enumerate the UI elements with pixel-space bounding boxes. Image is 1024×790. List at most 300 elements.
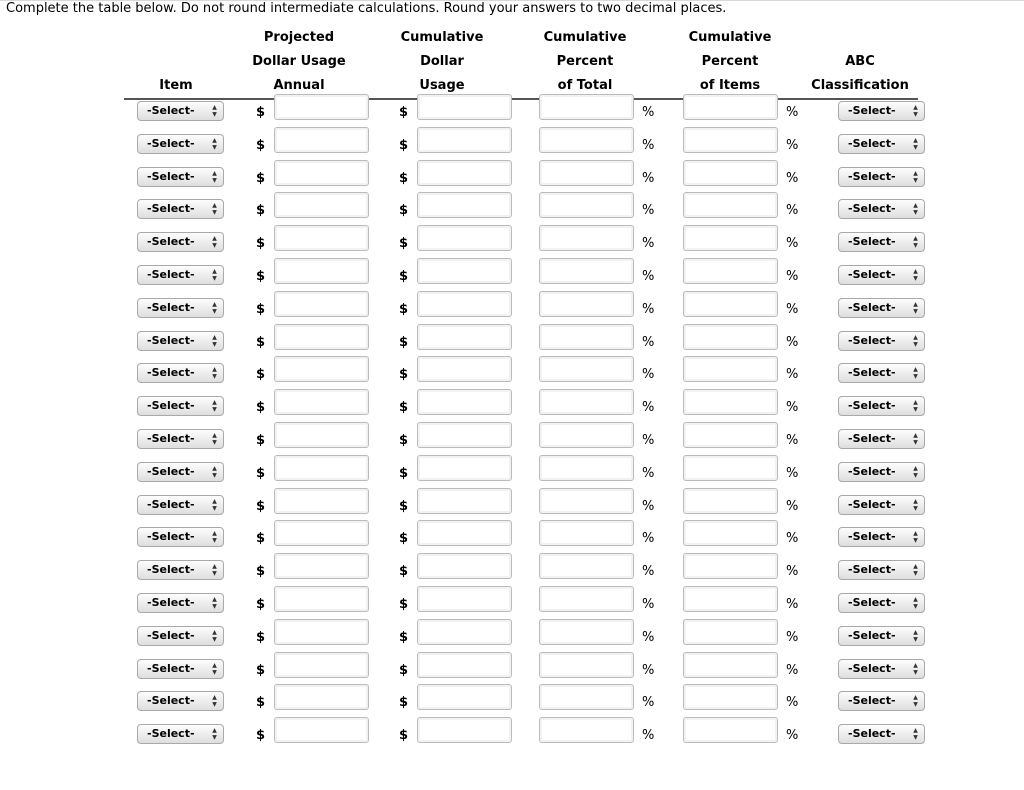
updown-arrows-icon: ▲ ▼ — [913, 202, 918, 217]
table-row — [0, 429, 1024, 462]
header-line: of Total — [557, 78, 613, 93]
cumulative-percent-items-input[interactable] — [683, 455, 778, 481]
dollar-sign: $ — [399, 269, 409, 284]
cumulative-percent-total-input[interactable] — [539, 291, 634, 317]
item-select[interactable] — [137, 527, 224, 547]
updown-arrows-icon: ▲ ▼ — [913, 563, 918, 578]
dollar-sign: $ — [256, 203, 266, 219]
select-label: -Select- — [848, 399, 896, 413]
select-label: -Select- — [147, 169, 195, 183]
cumulative-percent-items-input[interactable] — [683, 586, 778, 612]
dollar-sign: $ — [256, 137, 266, 153]
item-select[interactable] — [137, 199, 224, 219]
table-row — [0, 593, 1024, 626]
cumulative-percent-items-input[interactable] — [683, 324, 778, 350]
table-row — [0, 462, 1024, 495]
header-line: Annual — [273, 78, 325, 93]
updown-arrows-icon: ▲ ▼ — [913, 464, 918, 479]
select-label: -Select- — [848, 563, 896, 577]
select-label: -Select- — [848, 661, 896, 675]
updown-arrows-icon: ▲ ▼ — [913, 727, 918, 742]
dollar-sign: $ — [399, 301, 409, 317]
projected-dollar-usage-input[interactable] — [274, 324, 369, 350]
table-row — [0, 101, 1024, 134]
dollar-sign: $ — [256, 498, 266, 514]
select-label: -Select- — [147, 661, 195, 675]
cumulative-percent-total-input[interactable] — [539, 192, 634, 218]
cumulative-percent-total-input[interactable] — [539, 455, 634, 481]
percent-sign: % — [642, 367, 655, 383]
dollar-sign: $ — [399, 433, 409, 448]
table-row — [0, 134, 1024, 167]
item-select[interactable] — [137, 691, 224, 711]
projected-dollar-usage-input[interactable] — [274, 160, 369, 186]
table-row — [0, 724, 1024, 757]
dollar-sign: $ — [256, 236, 266, 252]
table-row — [0, 560, 1024, 593]
updown-arrows-icon: ▲ ▼ — [913, 399, 918, 414]
dollar-sign: $ — [399, 597, 409, 612]
percent-sign: % — [786, 465, 799, 481]
projected-dollar-usage-input[interactable] — [274, 192, 369, 218]
select-label: -Select- — [147, 136, 195, 150]
projected-dollar-usage-input[interactable] — [274, 258, 369, 284]
percent-sign: % — [786, 531, 799, 547]
instructions-text: Complete the table below. Do not round intermediate calculations. Round your answers to two decimal places. — [6, 1, 727, 16]
cumulative-percent-items-input[interactable] — [683, 356, 778, 382]
percent-sign: % — [786, 564, 799, 580]
abc-classification-select[interactable] — [838, 462, 925, 482]
dollar-sign: $ — [256, 170, 266, 186]
dollar-sign: $ — [256, 334, 266, 350]
header-line: Usage — [419, 78, 465, 93]
updown-arrows-icon: ▲ ▼ — [212, 628, 217, 643]
item-select[interactable] — [137, 495, 224, 515]
cumulative-percent-items-input[interactable] — [683, 160, 778, 186]
item-select[interactable] — [137, 626, 224, 646]
updown-arrows-icon: ▲ ▼ — [212, 235, 217, 250]
header-line: Percent — [556, 54, 614, 69]
percent-sign: % — [642, 498, 655, 514]
select-label: -Select- — [848, 235, 896, 249]
updown-arrows-icon: ▲ ▼ — [212, 333, 217, 348]
item-select[interactable] — [137, 265, 224, 285]
cumulative-dollar-usage-input[interactable] — [417, 652, 512, 678]
cumulative-percent-items-input[interactable] — [683, 225, 778, 251]
projected-dollar-usage-input[interactable] — [274, 652, 369, 678]
header-line: Percent — [701, 54, 759, 69]
select-label: -Select- — [848, 596, 896, 609]
cumulative-percent-total-input[interactable] — [539, 553, 634, 579]
percent-sign: % — [642, 334, 655, 350]
header-cumulative-dollar-usage — [382, 26, 502, 98]
percent-sign: % — [642, 170, 655, 186]
cumulative-percent-total-input[interactable] — [539, 356, 634, 382]
cumulative-percent-items-input[interactable] — [683, 652, 778, 678]
dollar-sign: $ — [256, 367, 266, 383]
cumulative-percent-total-input[interactable] — [539, 324, 634, 350]
updown-arrows-icon: ▲ ▼ — [212, 399, 217, 414]
select-label: -Select- — [848, 530, 896, 544]
dollar-sign: $ — [399, 203, 409, 219]
item-select[interactable] — [137, 298, 224, 318]
select-label: -Select- — [848, 366, 896, 380]
updown-arrows-icon: ▲ ▼ — [212, 300, 217, 315]
item-select[interactable] — [137, 429, 224, 449]
projected-dollar-usage-input[interactable] — [274, 488, 369, 514]
table-row — [0, 495, 1024, 528]
select-label: -Select- — [147, 497, 195, 511]
cumulative-dollar-usage-input[interactable] — [417, 127, 512, 153]
table-row — [0, 167, 1024, 200]
percent-sign: % — [786, 662, 799, 678]
cumulative-dollar-usage-input[interactable] — [417, 455, 512, 481]
cumulative-dollar-usage-input[interactable] — [417, 291, 512, 317]
updown-arrows-icon: ▲ ▼ — [212, 136, 217, 151]
updown-arrows-icon: ▲ ▼ — [212, 661, 217, 676]
percent-sign: % — [786, 301, 799, 317]
updown-arrows-icon: ▲ ▼ — [913, 333, 918, 348]
percent-sign: % — [786, 400, 799, 416]
select-label: -Select- — [147, 104, 195, 117]
projected-dollar-usage-input[interactable] — [274, 291, 369, 317]
dollar-sign: $ — [256, 597, 266, 612]
updown-arrows-icon: ▲ ▼ — [913, 628, 918, 643]
percent-sign: % — [642, 695, 655, 711]
updown-arrows-icon: ▲ ▼ — [913, 497, 918, 512]
header-line: Projected — [263, 30, 335, 45]
projected-dollar-usage-input[interactable] — [274, 356, 369, 382]
cumulative-dollar-usage-input[interactable] — [417, 488, 512, 514]
item-select[interactable] — [137, 593, 224, 613]
dollar-sign: $ — [399, 137, 409, 153]
percent-sign: % — [642, 465, 655, 481]
select-label: -Select- — [147, 596, 195, 609]
updown-arrows-icon: ▲ ▼ — [212, 268, 217, 282]
cumulative-dollar-usage-input[interactable] — [417, 324, 512, 350]
header-line: of Items — [699, 78, 761, 93]
dollar-sign: $ — [256, 400, 266, 416]
percent-sign: % — [786, 728, 799, 744]
updown-arrows-icon: ▲ ▼ — [212, 464, 217, 479]
cumulative-percent-items-input[interactable] — [683, 520, 778, 546]
header-line: Dollar — [420, 54, 464, 69]
table-row — [0, 199, 1024, 232]
header-line: Classification — [811, 78, 909, 93]
select-label: -Select- — [147, 727, 195, 741]
cumulative-percent-total-input[interactable] — [539, 717, 634, 743]
abc-classification-select[interactable] — [838, 331, 925, 351]
cumulative-percent-total-input[interactable] — [539, 684, 634, 710]
select-label: -Select- — [147, 268, 195, 281]
updown-arrows-icon: ▲ ▼ — [913, 104, 918, 118]
updown-arrows-icon: ▲ ▼ — [212, 202, 217, 217]
cumulative-dollar-usage-input[interactable] — [417, 717, 512, 743]
select-label: -Select- — [848, 202, 896, 216]
projected-dollar-usage-input[interactable] — [274, 455, 369, 481]
updown-arrows-icon: ▲ ▼ — [913, 432, 918, 446]
percent-sign: % — [642, 137, 655, 153]
item-select[interactable] — [137, 331, 224, 351]
cumulative-percent-total-input[interactable] — [539, 520, 634, 546]
cumulative-percent-total-input[interactable] — [539, 389, 634, 415]
abc-classification-select[interactable] — [838, 232, 925, 252]
percent-sign: % — [642, 301, 655, 317]
select-label: -Select- — [848, 694, 896, 708]
table-row — [0, 232, 1024, 265]
updown-arrows-icon: ▲ ▼ — [913, 366, 918, 381]
projected-dollar-usage-input[interactable] — [274, 422, 369, 448]
abc-classification-select[interactable] — [838, 659, 925, 679]
abc-classification-select[interactable] — [838, 265, 925, 285]
cumulative-percent-items-input[interactable] — [683, 127, 778, 153]
abc-classification-select[interactable] — [838, 298, 925, 318]
select-label: -Select- — [147, 432, 195, 445]
updown-arrows-icon: ▲ ▼ — [913, 694, 918, 709]
abc-classification-select[interactable] — [838, 560, 925, 580]
updown-arrows-icon: ▲ ▼ — [913, 268, 918, 282]
cumulative-dollar-usage-input[interactable] — [417, 94, 512, 120]
cumulative-dollar-usage-input[interactable] — [417, 160, 512, 186]
updown-arrows-icon: ▲ ▼ — [212, 104, 217, 118]
abc-classification-select[interactable] — [838, 429, 925, 449]
dollar-sign: $ — [399, 728, 409, 744]
item-select[interactable] — [137, 396, 224, 416]
select-label: -Select- — [147, 464, 195, 478]
cumulative-percent-items-input[interactable] — [683, 488, 778, 514]
percent-sign: % — [642, 531, 655, 547]
abc-classification-select[interactable] — [838, 134, 925, 154]
dollar-sign: $ — [399, 498, 409, 514]
abc-classification-select[interactable] — [838, 691, 925, 711]
cumulative-dollar-usage-input[interactable] — [417, 619, 512, 645]
item-select[interactable] — [137, 659, 224, 679]
cumulative-percent-total-input[interactable] — [539, 619, 634, 645]
percent-sign: % — [642, 564, 655, 580]
cumulative-percent-total-input[interactable] — [539, 258, 634, 284]
select-label: -Select- — [147, 366, 195, 380]
dollar-sign: $ — [256, 301, 266, 317]
dollar-sign: $ — [399, 531, 409, 547]
select-label: -Select- — [848, 136, 896, 150]
percent-sign: % — [786, 137, 799, 153]
updown-arrows-icon: ▲ ▼ — [212, 169, 217, 184]
abc-classification-select[interactable] — [838, 724, 925, 744]
abc-classification-select[interactable] — [838, 593, 925, 613]
dollar-sign: $ — [256, 728, 266, 744]
updown-arrows-icon: ▲ ▼ — [913, 136, 918, 151]
updown-arrows-icon: ▲ ▼ — [212, 432, 217, 446]
table-row — [0, 691, 1024, 724]
dollar-sign: $ — [399, 465, 409, 481]
dollar-sign: $ — [399, 170, 409, 186]
dollar-sign: $ — [256, 269, 266, 284]
table-row — [0, 396, 1024, 429]
item-select[interactable] — [137, 134, 224, 154]
cumulative-percent-total-input[interactable] — [539, 488, 634, 514]
select-label: -Select- — [848, 432, 896, 445]
dollar-sign: $ — [256, 433, 266, 448]
updown-arrows-icon: ▲ ▼ — [913, 300, 918, 315]
select-label: -Select- — [848, 497, 896, 511]
cumulative-percent-items-input[interactable] — [683, 94, 778, 120]
select-label: -Select- — [848, 464, 896, 478]
abc-classification-select[interactable] — [838, 363, 925, 383]
projected-dollar-usage-input[interactable] — [274, 94, 369, 120]
updown-arrows-icon: ▲ ▼ — [212, 563, 217, 578]
cumulative-dollar-usage-input[interactable] — [417, 422, 512, 448]
abc-classification-select[interactable] — [838, 626, 925, 646]
select-label: -Select- — [848, 104, 896, 117]
percent-sign: % — [642, 597, 655, 612]
dollar-sign: $ — [399, 334, 409, 350]
item-select[interactable] — [137, 232, 224, 252]
cumulative-percent-total-input[interactable] — [539, 652, 634, 678]
abc-classification-select[interactable] — [838, 396, 925, 416]
cumulative-percent-items-input[interactable] — [683, 684, 778, 710]
header-cumulative-percent-items — [670, 26, 790, 98]
cumulative-dollar-usage-input[interactable] — [417, 356, 512, 382]
select-label: -Select- — [848, 169, 896, 183]
projected-dollar-usage-input[interactable] — [274, 717, 369, 743]
percent-sign: % — [786, 629, 799, 645]
select-label: -Select- — [848, 628, 896, 642]
percent-sign: % — [786, 170, 799, 186]
header-line: Cumulative — [543, 30, 627, 45]
dollar-sign: $ — [399, 695, 409, 711]
table-row — [0, 527, 1024, 560]
table-row — [0, 265, 1024, 298]
dollar-sign: $ — [256, 629, 266, 645]
cumulative-dollar-usage-input[interactable] — [417, 389, 512, 415]
select-label: -Select- — [147, 694, 195, 708]
cumulative-percent-items-input[interactable] — [683, 258, 778, 284]
item-select[interactable] — [137, 101, 224, 121]
cumulative-percent-total-input[interactable] — [539, 94, 634, 120]
updown-arrows-icon: ▲ ▼ — [212, 596, 217, 610]
table-row — [0, 659, 1024, 692]
percent-sign: % — [786, 695, 799, 711]
updown-arrows-icon: ▲ ▼ — [212, 530, 217, 545]
cumulative-percent-items-input[interactable] — [683, 192, 778, 218]
dollar-sign: $ — [399, 367, 409, 383]
projected-dollar-usage-input[interactable] — [274, 684, 369, 710]
percent-sign: % — [786, 334, 799, 350]
percent-sign: % — [642, 203, 655, 219]
dollar-sign: $ — [256, 531, 266, 547]
cumulative-percent-total-input[interactable] — [539, 127, 634, 153]
select-label: -Select- — [147, 202, 195, 216]
percent-sign: % — [786, 203, 799, 219]
abc-classification-select[interactable] — [838, 527, 925, 547]
updown-arrows-icon: ▲ ▼ — [212, 694, 217, 709]
cumulative-percent-items-input[interactable] — [683, 553, 778, 579]
projected-dollar-usage-input[interactable] — [274, 619, 369, 645]
percent-sign: % — [642, 662, 655, 678]
select-label: -Select- — [147, 628, 195, 642]
cumulative-percent-total-input[interactable] — [539, 160, 634, 186]
percent-sign: % — [642, 400, 655, 416]
select-label: -Select- — [147, 399, 195, 413]
select-label: -Select- — [147, 300, 195, 314]
header-abc-classification — [800, 50, 920, 98]
abc-classification-select[interactable] — [838, 495, 925, 515]
cumulative-percent-items-input[interactable] — [683, 389, 778, 415]
dollar-sign: $ — [256, 564, 266, 580]
dollar-sign: $ — [256, 695, 266, 711]
table-row — [0, 298, 1024, 331]
percent-sign: % — [786, 105, 799, 120]
cumulative-percent-items-input[interactable] — [683, 291, 778, 317]
cumulative-dollar-usage-input[interactable] — [417, 553, 512, 579]
updown-arrows-icon: ▲ ▼ — [913, 596, 918, 610]
percent-sign: % — [786, 597, 799, 612]
select-label: -Select- — [147, 530, 195, 544]
cumulative-dollar-usage-input[interactable] — [417, 586, 512, 612]
cumulative-percent-total-input[interactable] — [539, 422, 634, 448]
item-select[interactable] — [137, 560, 224, 580]
projected-dollar-usage-input[interactable] — [274, 520, 369, 546]
cumulative-percent-total-input[interactable] — [539, 225, 634, 251]
table-row — [0, 626, 1024, 659]
percent-sign: % — [786, 236, 799, 252]
cumulative-percent-total-input[interactable] — [539, 586, 634, 612]
dollar-sign: $ — [399, 662, 409, 678]
cumulative-dollar-usage-input[interactable] — [417, 520, 512, 546]
header-divider — [124, 98, 918, 100]
updown-arrows-icon: ▲ ▼ — [913, 661, 918, 676]
select-label: -Select- — [147, 333, 195, 347]
table-row — [0, 363, 1024, 396]
item-select[interactable] — [137, 462, 224, 482]
dollar-sign: $ — [256, 105, 266, 120]
projected-dollar-usage-input[interactable] — [274, 553, 369, 579]
percent-sign: % — [642, 269, 655, 284]
projected-dollar-usage-input[interactable] — [274, 127, 369, 153]
item-select[interactable] — [137, 363, 224, 383]
cumulative-dollar-usage-input[interactable] — [417, 192, 512, 218]
dollar-sign: $ — [399, 236, 409, 252]
projected-dollar-usage-input[interactable] — [274, 389, 369, 415]
header-cumulative-percent-total — [525, 26, 645, 98]
item-select[interactable] — [137, 724, 224, 744]
percent-sign: % — [786, 269, 799, 284]
header-item — [136, 74, 216, 98]
projected-dollar-usage-input[interactable] — [274, 225, 369, 251]
item-select[interactable] — [137, 167, 224, 187]
cumulative-dollar-usage-input[interactable] — [417, 225, 512, 251]
header-line: ABC — [845, 54, 875, 69]
percent-sign: % — [642, 629, 655, 645]
abc-classification-select[interactable] — [838, 199, 925, 219]
cumulative-dollar-usage-input[interactable] — [417, 684, 512, 710]
select-label: -Select- — [147, 235, 195, 249]
dollar-sign: $ — [399, 564, 409, 580]
cumulative-percent-items-input[interactable] — [683, 422, 778, 448]
projected-dollar-usage-input[interactable] — [274, 586, 369, 612]
select-label: -Select- — [147, 563, 195, 577]
select-label: -Select- — [848, 300, 896, 314]
percent-sign: % — [642, 236, 655, 252]
cumulative-percent-items-input[interactable] — [683, 619, 778, 645]
abc-classification-select[interactable] — [838, 167, 925, 187]
cumulative-percent-items-input[interactable] — [683, 717, 778, 743]
header-projected-dollar-usage — [239, 26, 359, 98]
cumulative-dollar-usage-input[interactable] — [417, 258, 512, 284]
abc-classification-select[interactable] — [838, 101, 925, 121]
select-label: -Select- — [848, 268, 896, 281]
percent-sign: % — [786, 433, 799, 448]
